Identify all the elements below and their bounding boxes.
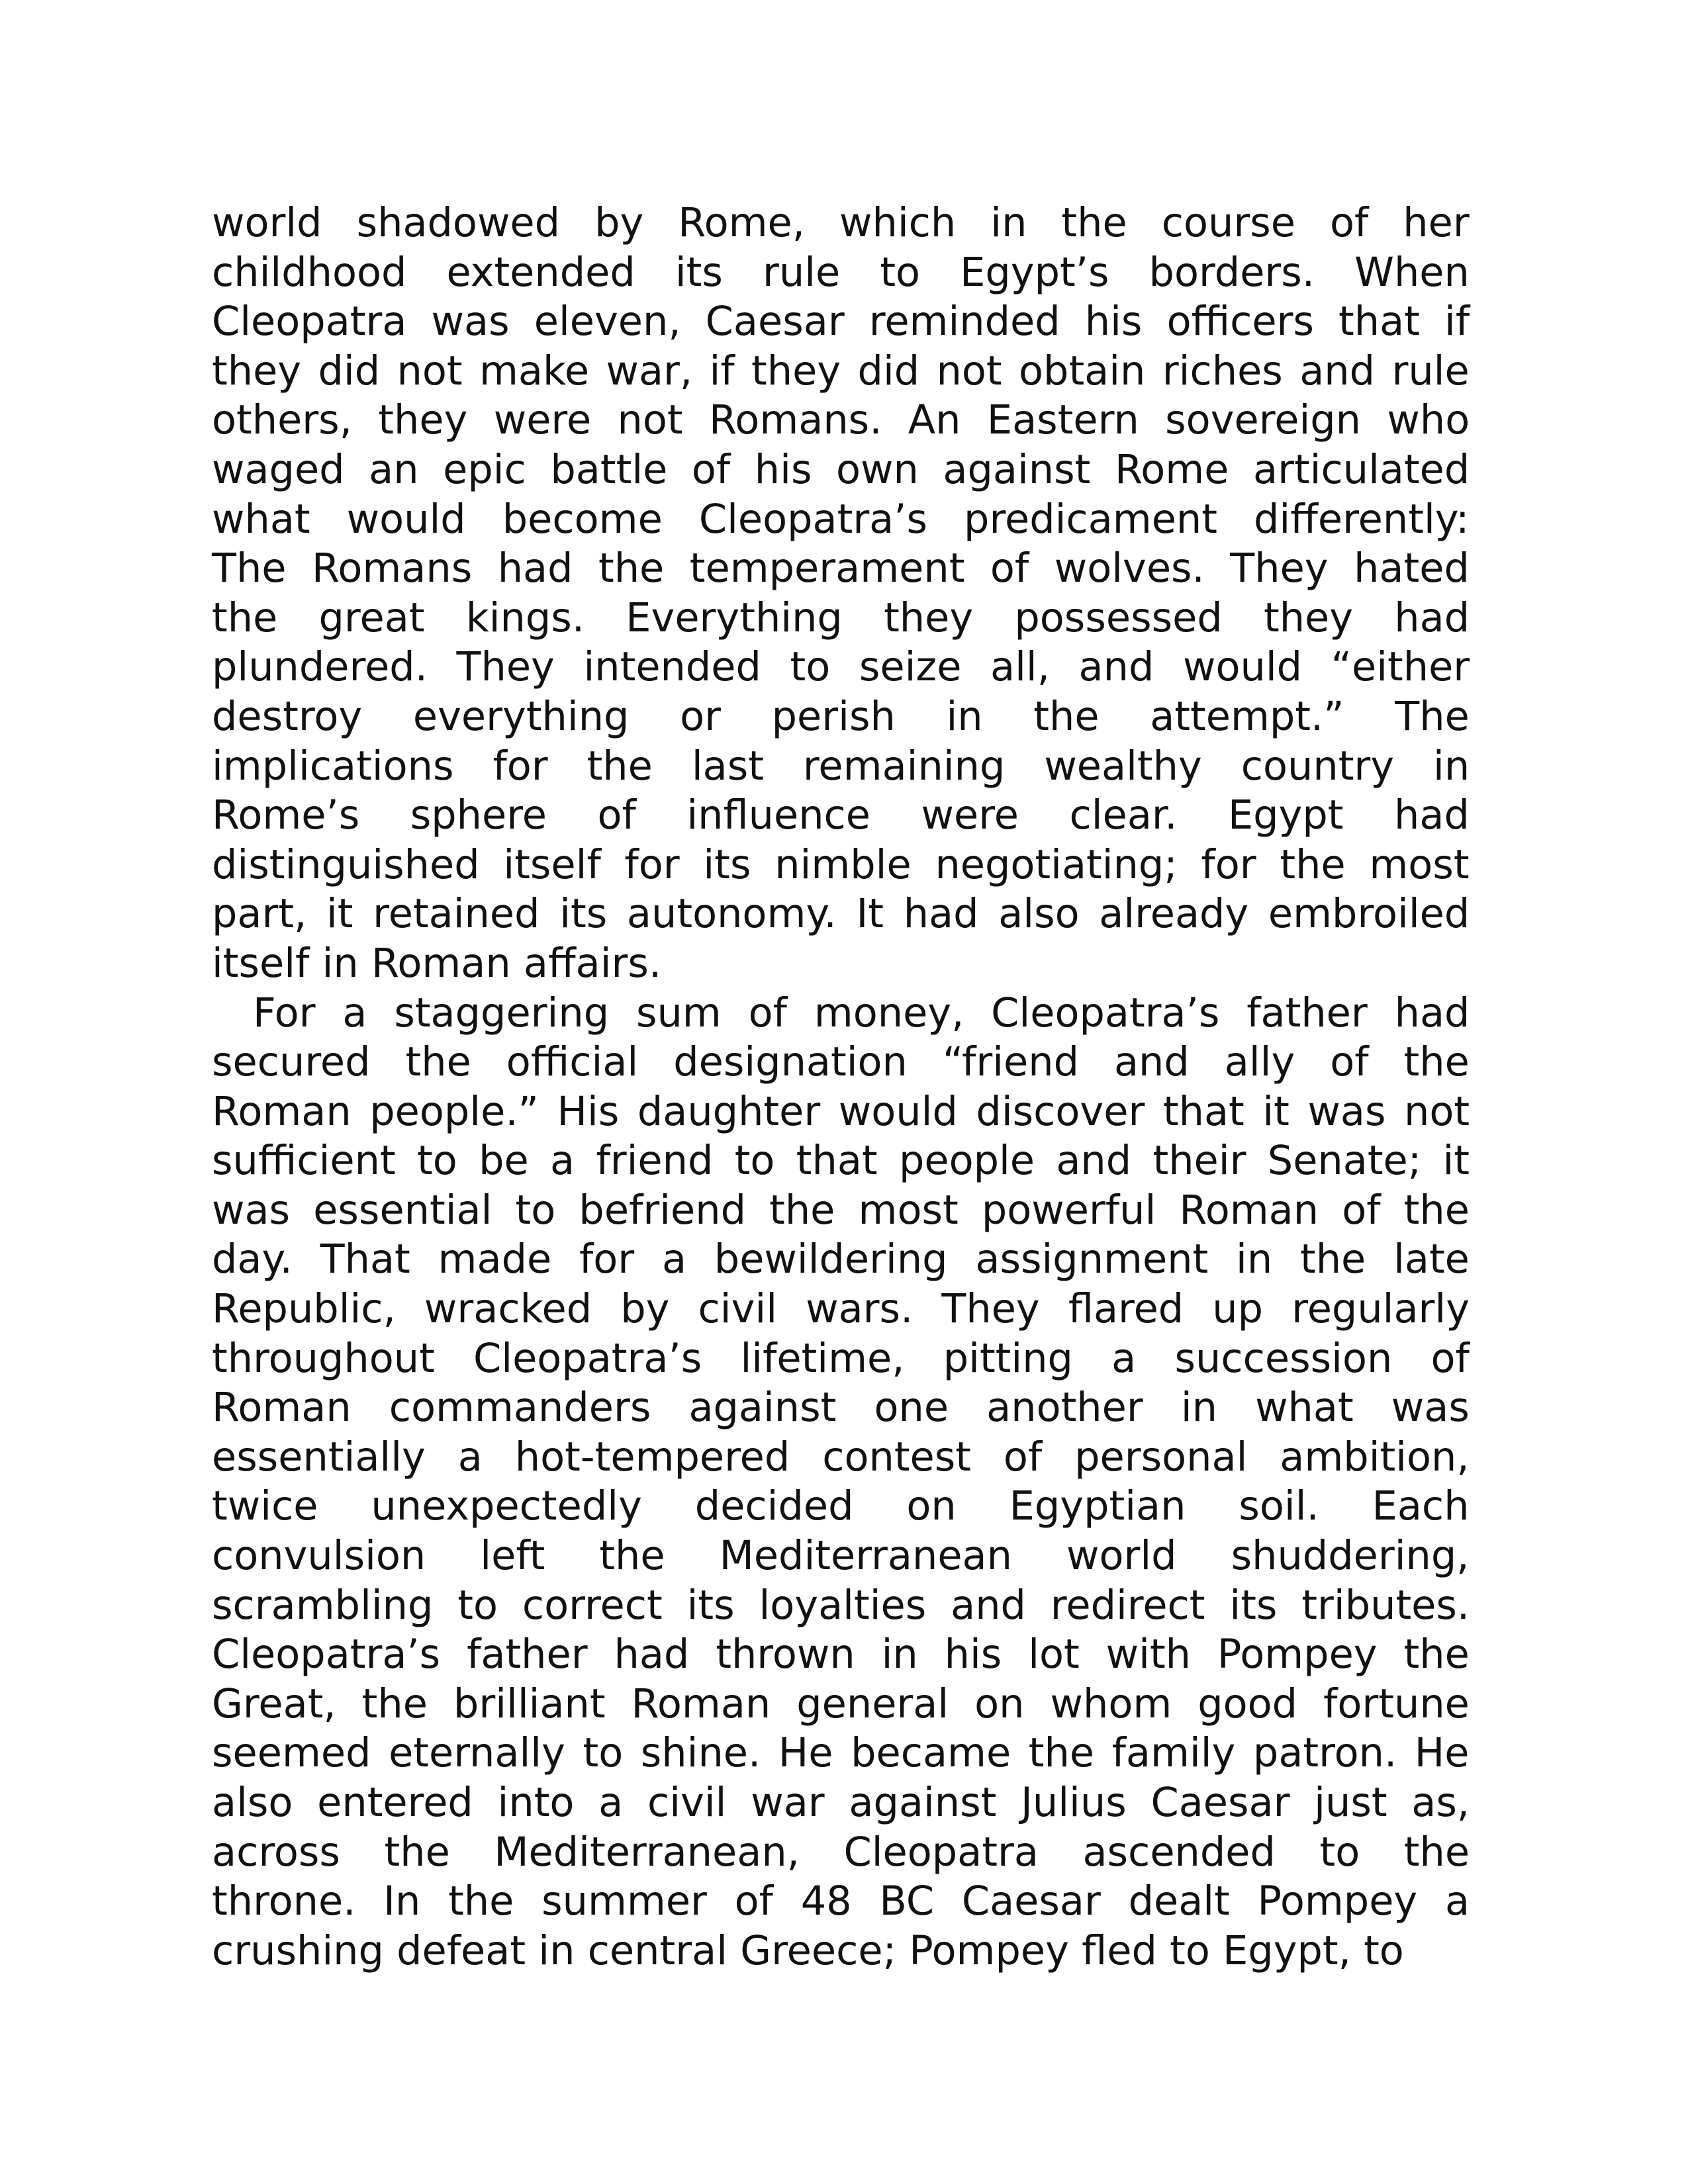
text-line: Roman commanders against one another in what was bbox=[212, 1385, 1470, 1432]
text-line: throne. In the summer of 48 BC Caesar dealt Pompey a bbox=[212, 1878, 1470, 1925]
text-line: twice unexpectedly decided on Egyptian soil. Each bbox=[212, 1483, 1470, 1530]
text-line: what would become Cleopatra’s predicament differently: bbox=[212, 496, 1470, 543]
text-line: crushing defeat in central Greece; Pompey fled to Egypt, to bbox=[212, 1927, 1404, 1974]
text-line: Republic, wracked by civil wars. They flared up regularly bbox=[212, 1286, 1470, 1333]
text-line: part, it retained its autonomy. It had also already embroiled bbox=[212, 891, 1470, 938]
text-line: Cleopatra was eleven, Caesar reminded his officers that if bbox=[212, 298, 1470, 345]
text-line: was essential to befriend the most powerful Roman of the bbox=[212, 1187, 1470, 1234]
text-line: convulsion left the Mediterranean world shuddering, bbox=[212, 1533, 1470, 1580]
text-line: world shadowed by Rome, which in the course of her bbox=[212, 200, 1470, 246]
text-line: Cleopatra’s father had thrown in his lot with Pompey the bbox=[212, 1631, 1470, 1678]
text-line: across the Mediterranean, Cleopatra ascended to the bbox=[212, 1829, 1470, 1876]
text-line: waged an epic battle of his own against Rome articulated bbox=[212, 446, 1470, 493]
text-line: Roman people.” His daughter would discover that it was not bbox=[212, 1088, 1470, 1135]
text-line: the great kings. Everything they possessed they had bbox=[212, 594, 1470, 641]
body-text bbox=[212, 199, 1470, 1976]
text-line: plundered. They intended to seize all, and would “either bbox=[212, 644, 1470, 691]
text-line: itself in Roman affairs. bbox=[212, 940, 662, 987]
text-line: The Romans had the temperament of wolves. They hated bbox=[212, 545, 1470, 592]
text-line: they did not make war, if they did not obtain riches and rule bbox=[212, 347, 1470, 394]
text-line: implications for the last remaining wealthy country in bbox=[212, 743, 1470, 790]
text-line: distinguished itself for its nimble negotiating; for the most bbox=[212, 841, 1470, 888]
text-line: secured the official designation “friend and ally of the bbox=[212, 1039, 1470, 1086]
text-line: seemed eternally to shine. He became the family patron. He bbox=[212, 1730, 1470, 1777]
paragraph bbox=[212, 989, 1470, 1976]
text-line: childhood extended its rule to Egypt’s borders. When bbox=[212, 249, 1470, 296]
text-line: destroy everything or perish in the attempt.” The bbox=[212, 693, 1470, 740]
text-line: Great, the brilliant Roman general on whom good fortune bbox=[212, 1680, 1470, 1727]
text-line: day. That made for a bewildering assignment in the late bbox=[212, 1236, 1470, 1283]
paragraph bbox=[212, 199, 1470, 989]
text-line: scrambling to correct its loyalties and redirect its tributes. bbox=[212, 1582, 1470, 1629]
text-line: also entered into a civil war against Julius Caesar just as, bbox=[212, 1780, 1470, 1826]
text-line: For a staggering sum of money, Cleopatra’s father had bbox=[253, 989, 1470, 1036]
text-line: Rome’s sphere of influence were clear. Egypt had bbox=[212, 792, 1470, 839]
text-line: others, they were not Romans. An Eastern sovereign who bbox=[212, 397, 1470, 444]
text-line: essentially a hot-tempered contest of personal ambition, bbox=[212, 1433, 1470, 1480]
text-line: sufficient to be a friend to that people and their Senate; it bbox=[212, 1138, 1470, 1185]
text-line: throughout Cleopatra’s lifetime, pitting a succession of bbox=[212, 1335, 1470, 1382]
